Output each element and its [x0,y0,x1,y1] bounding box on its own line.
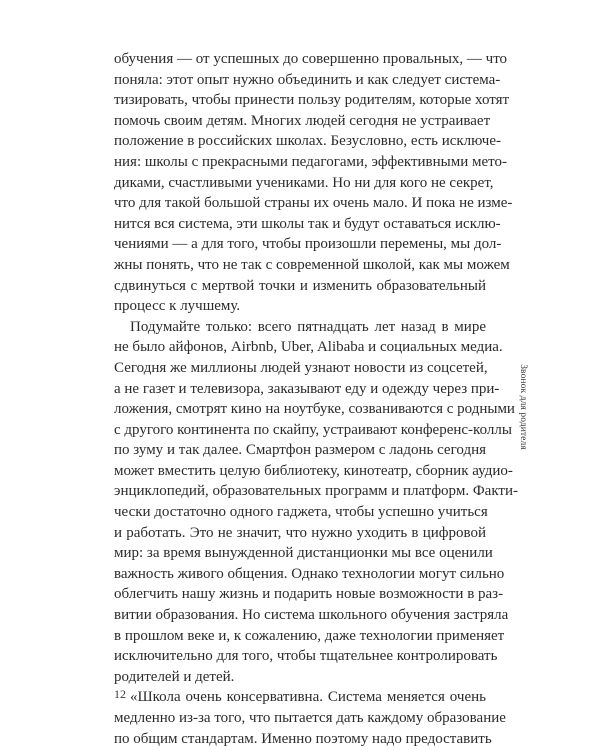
text-line: «Школа очень консервативна. Система меняется очень [130,689,486,706]
text-line: жны понять, что не так с современной школой, как мы можем [114,256,510,273]
text-line: энциклопедий, образовательных программ и платформ. Факти- [114,483,518,500]
text-line: положение в российских школах. Безусловно, есть исключе- [114,133,501,150]
text-line: в прошлом веке и, к сожалению, даже технологии применяет [114,627,505,644]
text-line: медленно из-за того, что пытается дать каждому образование [114,710,506,726]
text-line: по общим стандартам. Именно поэтому надо предоставить [114,730,492,747]
text-line: ния: школы с прекрасными педагогами, эффективными мето- [114,153,508,170]
text-line: а не газет и телевизора, заказывают еду и одежду через при- [114,380,500,397]
text-line: поняла: этот опыт нужно объединить и как следует система- [114,71,501,88]
text-line: обучения — от успешных до совершенно провальных, — что [114,51,508,67]
text-line: диками, счастливыми учениками. Но ни для кого не секрет, [114,174,494,191]
text-line: с другого континента по скайпу, устраивают конференс-коллы [114,421,512,438]
text-line: родителей и детей. [114,668,235,685]
page-number: 12 [114,687,126,701]
text-line: исключительно для того, чтобы тщательнее контролировать [114,648,498,665]
text-line: чениями — а для того, чтобы произошли перемены, мы дол- [114,236,502,253]
paragraph [114,49,513,317]
text-line: может вместить целую библиотеку, кинотеатр, сборник аудио- [114,462,513,479]
paragraph [114,317,518,688]
text-line: Подумайте только: всего пятнадцать лет назад в мире [130,318,486,335]
text-line: ложения, смотрят кино на ноутбуке, созваниваются с родными [114,401,515,418]
body-text [114,49,518,749]
text-line: и работать. Это не значит, что нужно уходить в цифровой [114,524,486,541]
text-line: процесс к лучшему. [114,298,241,315]
text-line: мир: за время вынужденной дистанционки мы все оценили [114,545,493,562]
text-line: важность живого общения. Однако технологии могут сильно [114,565,505,582]
text-line: облегчить нашу жизнь и подарить новые возможности в раз- [114,586,504,603]
text-line: помочь своим детям. Многих людей сегодня не устраивает [114,112,491,129]
paragraph [114,687,506,749]
text-line: чески достаточно одного гаджета, чтобы успешно учиться [114,504,488,521]
text-line: что для такой большой страны их очень мало. И пока не изме- [114,195,513,212]
text-line: витии образования. Но система школьного обучения застряла [114,607,509,624]
text-line: нится вся система, эти школы так и будут оставаться исклю- [114,215,501,232]
running-head: Звонок для родителя [518,364,528,450]
text-line: тизировать, чтобы принести пользу родителям, которые хотят [114,92,510,109]
text-line: не было айфонов, Airbnb, Uber, Alibaba и социальных медиа. [114,339,503,356]
text-line: Сегодня же миллионы людей узнают новости из соцсетей, [114,359,488,376]
text-line: по зуму и так далее. Смартфон размером с ладонь сегодня [114,442,486,459]
text-line: сдвинуться с мертвой точки и изменить образовательный [114,277,486,294]
